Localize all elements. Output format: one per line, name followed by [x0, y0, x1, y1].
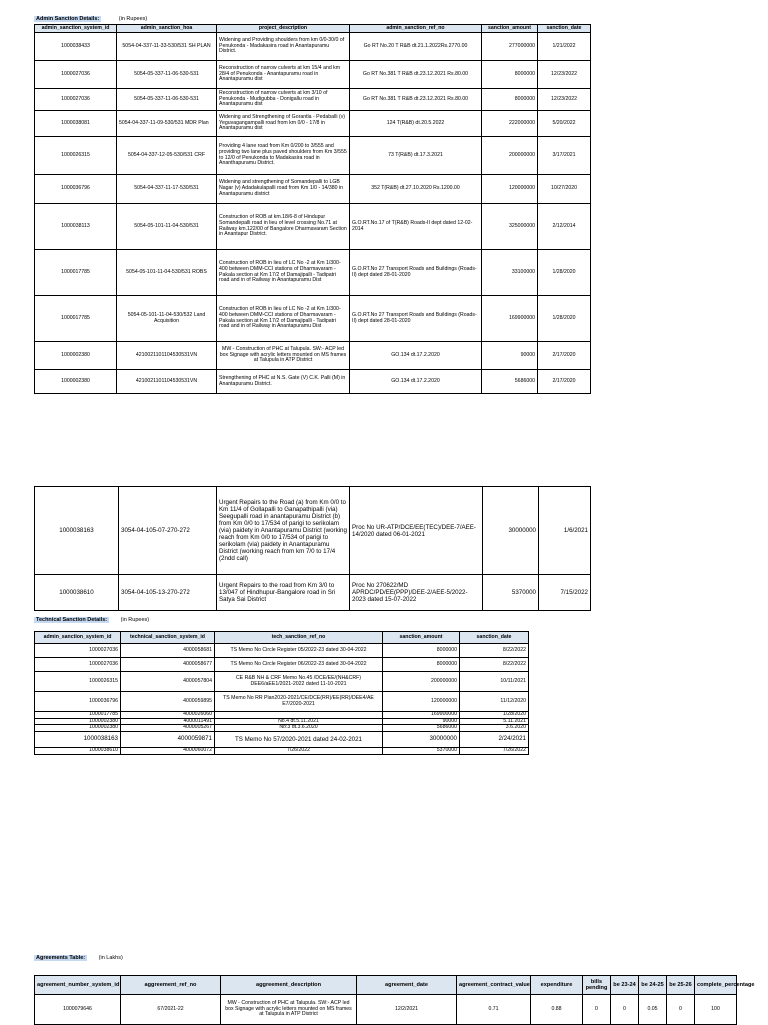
cell-date: 3.6.2020: [460, 725, 529, 732]
cell-id: 1000038610: [35, 575, 119, 611]
admin-header-cell: admin_sanction_ref_no: [350, 25, 482, 33]
cell-hoa: 5054-05-337-11-06-530-531: [117, 89, 217, 111]
cell-date: 5.11.2021: [460, 718, 529, 725]
cell-date: 2/12/2014: [538, 204, 591, 250]
cell-ref: GO.134 dt.17.2.2020: [350, 342, 482, 370]
table-row: [35, 204, 591, 250]
agreements-table: [34, 975, 755, 1025]
cell-id: 1000038163: [35, 487, 119, 575]
cell-desc: Widening and Providing shoulders from km 0/0-30/0 of Penukonda - Madakasira road in Anantapuramu District.: [217, 33, 350, 61]
cell-desc: Reconstruction of narrow culverts at km 3/10 of Penukonda - Mudigubba - Donigallu road in Anantapuramu dist: [217, 89, 350, 111]
cell-expenditure: 0.88: [531, 995, 583, 1025]
cell-ref: G.O.RT.No 27 Transport Roads and Buildings (Roads-II) dept dated 28-01-2020: [350, 296, 482, 342]
cell-date: 11/12/2020: [460, 692, 529, 712]
admin-header-cell: admin_sanction_system_id: [35, 25, 117, 33]
cell-id: 1000027036: [35, 89, 117, 111]
table-row: [35, 250, 591, 296]
admin-header-cell: admin_sanction_hoa: [117, 25, 217, 33]
agreements-header-cell: complete_percentage: [695, 976, 737, 995]
cell-bills: 0: [583, 995, 611, 1025]
admin-sanction-table: [34, 24, 591, 394]
cell-hoa: 5054-04-337-11-09-530/531 MDR Plan: [117, 111, 217, 137]
cell-id: 1000036796: [35, 175, 117, 204]
cell-amount: 33100000: [482, 250, 538, 296]
cell-ref: 352 T(R&B) dt.27.10.2020 Rs.1200.00: [350, 175, 482, 204]
cell-ref: No.4 dt.5.11.2021: [215, 718, 383, 725]
agreements-header-cell: aggreement_ref_no: [121, 976, 221, 995]
cell-be-24-25: 0.05: [639, 995, 667, 1025]
cell-ref: GO.134 dt.17.2.2020: [350, 370, 482, 394]
cell-id: 1000017785: [35, 250, 117, 296]
cell-desc: Construction of ROB in lieu of LC No -2 at Km 1/300-400 between DMM-CCI stations of Dharmavaram - Pakala section at Km 17/2 of Damajipalli - Tadipatri road and in of Railway in Anantapuramu Dist: [217, 250, 350, 296]
cell-date: 1/28/2020: [460, 712, 529, 719]
cell-admin-id: 1000002380: [35, 718, 121, 725]
agreements-header-cell: aggreement_description: [221, 976, 357, 995]
cell-date: 2/24/2021: [460, 731, 529, 747]
cell-id: 1000026315: [35, 137, 117, 175]
cell-ref: G.O.RT.No.17 of T(R&B) Roads-II dept dated 12-02-2014: [350, 204, 482, 250]
cell-admin-id: 1000017785: [35, 712, 121, 719]
cell-id: 1000002380: [35, 342, 117, 370]
agreements-header-cell: be 25-26: [667, 976, 695, 995]
cell-amount: 277000000: [482, 33, 538, 61]
agreements-header-cell: agreement_number_system_id: [35, 976, 121, 995]
cell-tech-id: 4000057804: [121, 672, 215, 692]
table-row: [35, 672, 529, 692]
table-row: [35, 296, 591, 342]
cell-amount: 8000000: [482, 89, 538, 111]
cell-desc: Urgent Repairs to the road from Km 3/0 to 13/047 of Hindhupur-Bangalore road in Sri Satya Sai District: [217, 575, 350, 611]
table-row: [35, 370, 591, 394]
tech-header-row: [35, 632, 529, 644]
cell-ref: TS Memo No Circle Register 06/2022-23 dated 30-04-2022: [215, 658, 383, 672]
cell-date: 2/17/2020: [538, 370, 591, 394]
cell-date: 8/22/2022: [460, 658, 529, 672]
admin-header-cell: sanction_date: [538, 25, 591, 33]
cell-ref: TS Memo No RR Plan2020-2021/CE/DCE(RR)/EE(RR)/DEE4/AE E7/2020-2021: [215, 692, 383, 712]
cell-date: 10/11/2021: [460, 672, 529, 692]
cell-date: 1/6/2021: [539, 487, 591, 575]
cell-desc: MW - Construction of PHC at Talupula. SW:- ACP led box Signage with acrylic letters mounted on MS frames at Talupula in ATP District: [221, 995, 357, 1025]
cell-amount: 5370000: [383, 747, 460, 754]
agreements-unit: (in Lakhs): [98, 955, 123, 961]
cell-amount: 8000000: [383, 658, 460, 672]
cell-date: 2/17/2020: [538, 342, 591, 370]
cell-id: 1000017785: [35, 296, 117, 342]
cell-admin-id: 1000027036: [35, 644, 121, 658]
admin-caption: [34, 16, 147, 22]
cell-ref: No:3 dt.3.6.2020: [215, 725, 383, 732]
cell-be-25-26: 0: [667, 995, 695, 1025]
agreements-header-cell: be 23-24: [611, 976, 639, 995]
cell-id: 1000079646: [35, 995, 121, 1025]
cell-desc: Providing 4 lane road from Km 0/200 to 3/555 and providing two lane plus paved shoulders from Km 3/555 to 12/0 of Penukonda to Madakasira road in Ananthapuramu District.: [217, 137, 350, 175]
technical-sanction-table: [34, 631, 529, 755]
cell-date: 12/23/2022: [538, 89, 591, 111]
table-row: [35, 61, 591, 89]
cell-amount: 222000000: [482, 111, 538, 137]
cell-percentage: 100: [695, 995, 737, 1025]
cell-amount: 30000000: [483, 487, 539, 575]
cell-tech-id: 4000058677: [121, 658, 215, 672]
cell-tech-id: 4000058681: [121, 644, 215, 658]
tech-header-cell: sanction_amount: [383, 632, 460, 644]
table-row: [35, 725, 529, 732]
cell-amount: 5686000: [482, 370, 538, 394]
cell-amount: 200000000: [482, 137, 538, 175]
table-row: [35, 111, 591, 137]
cell-hoa: 3054-04-105-07-270-272: [119, 487, 217, 575]
table-row: [35, 342, 591, 370]
cell-ref: TS Memo No 57/2020-2021 dated 24-02-2021: [215, 731, 383, 747]
cell-amount: 8000000: [482, 61, 538, 89]
tech-header-cell: sanction_date: [460, 632, 529, 644]
cell-date: 12/23/2022: [538, 61, 591, 89]
table-row: [35, 487, 591, 575]
table-row: [35, 175, 591, 204]
cell-hoa: 5054-04-337-12-05-530/531 CRF: [117, 137, 217, 175]
cell-amount: 30000000: [383, 731, 460, 747]
cell-ref: Proc No 270622/MD APRDC/PD/EE(PPP)/DEE-2/AEE-5/2022-2023 dated 15-07-2022: [350, 575, 483, 611]
cell-ref: G.O.RT.No 27 Transport Roads and Buildings (Roads-II) dept dated 28-01-2020: [350, 250, 482, 296]
cell-amount: 90000: [383, 718, 460, 725]
cell-admin-id: 1000026315: [35, 672, 121, 692]
cell-hoa: 5054-05-101-11-04-530/531 ROBS: [117, 250, 217, 296]
cell-ref: 73 T(R&B) dt.17.3.2021: [350, 137, 482, 175]
cell-date: 10/27/2020: [538, 175, 591, 204]
cell-amount: 120000000: [482, 175, 538, 204]
cell-admin-id: 1000038610: [35, 747, 121, 754]
cell-date: 1/21/2022: [538, 33, 591, 61]
table-row: [35, 731, 529, 747]
tech-unit: (in Rupees): [120, 617, 150, 623]
tech-title: Technical Sanction Details:: [36, 617, 108, 623]
agreements-header-cell: agreement_contract_value: [457, 976, 531, 995]
cell-amount: 5370000: [483, 575, 539, 611]
cell-date: 1/28/2020: [538, 250, 591, 296]
cell-tech-id: 4000026060: [121, 712, 215, 719]
cell-date: 5/20/2022: [538, 111, 591, 137]
tech-header-cell: admin_sanction_system_id: [35, 632, 121, 644]
table-row: [35, 692, 529, 712]
cell-date: 12/2/2021: [357, 995, 457, 1025]
cell-amount: 90000: [482, 342, 538, 370]
cell-hoa: 5054-04-337-11-33-530/531 SH PLAN: [117, 33, 217, 61]
cell-tech-id: 4000059871: [121, 731, 215, 747]
cell-admin-id: 1000002380: [35, 725, 121, 732]
cell-ref: Go RT No.381 T R&B dt.23.12.2021 Rs.80.00: [350, 61, 482, 89]
cell-amount: 8000000: [383, 644, 460, 658]
cell-desc: Reconstruction of narrow culverts at km 15/4 and km 28/4 of Penukonda - Anantapuramu road in Anantapuramu dist: [217, 61, 350, 89]
cell-ref: 7/26/2022: [215, 747, 383, 754]
cell-admin-id: 1000038163: [35, 731, 121, 747]
cell-date: 3/17/2021: [538, 137, 591, 175]
cell-tech-id: 4000059895: [121, 692, 215, 712]
agreements-caption: [34, 955, 123, 961]
cell-ref: TS Memo No Circle Register 05/2022-23 dated 30-04-2022: [215, 644, 383, 658]
agreements-header-cell: be 24-25: [639, 976, 667, 995]
cell-ref: 124 T(R&B) dt.20.5.2022: [350, 111, 482, 137]
tech-header-cell: technical_sanction_system_id: [121, 632, 215, 644]
cell-id: 1000038081: [35, 111, 117, 137]
cell-tech-id: 4000005267: [121, 725, 215, 732]
cell-admin-id: 1000027036: [35, 658, 121, 672]
cell-amount: 200000000: [383, 672, 460, 692]
cell-ref: Go RT No.20 T R&B dt.21.1.2022Rs.2770.00: [350, 33, 482, 61]
tech-header-cell: tech_sanction_ref_no: [215, 632, 383, 644]
cell-ref: 67/2021-22: [121, 995, 221, 1025]
cell-amount: 120000000: [383, 692, 460, 712]
table-row: [35, 644, 529, 658]
cell-desc: Construction of ROB at km.18/6-8 of Hindupur Somandepalli road in lieu of level crossing No.71 at Railway km.122/00 of Bangalore Dharmavaram Section in Anantapur District.: [217, 204, 350, 250]
agreements-header-cell: bills pending: [583, 976, 611, 995]
cell-hoa: 3054-04-105-13-270-272: [119, 575, 217, 611]
table-row: [35, 658, 529, 672]
cell-desc: Construction of ROB in lieu of LC No -2 at Km 1/300-400 between DMM-CCI stations of Dharmavaram - Pakala section at Km 17/2 of Damajipalli - Tadipatri road and in of Railway in Anantapuramu Dist: [217, 296, 350, 342]
agreements-header-cell: agreement_date: [357, 976, 457, 995]
cell-desc: Widening and strengthening of Somandepalli to LGB Nagar (v) Adadakulapalli road from Km 1/0 - 14/380 in Anantapuramu district: [217, 175, 350, 204]
cell-hoa: 5054-05-101-11-04-530/532 Land Acquisition: [117, 296, 217, 342]
cell-amount: 169900000: [383, 712, 460, 719]
cell-hoa: 5054-04-337-11-17-530/531: [117, 175, 217, 204]
cell-id: 1000027036: [35, 61, 117, 89]
cell-ref: Proc No UR-ATP/DCE/EE(TEC)/DEE-7/AEE-14/2020 dated 06-01-2021: [350, 487, 483, 575]
cell-ref: CE R&B NH & CRF Memo No.45 /DCE/EE/(NH&CRF) DEE6/aEE1/2021-2022 dated 11-10-2021: [215, 672, 383, 692]
cell-tech-id: 4000011491: [121, 718, 215, 725]
cell-amount: 169900000: [482, 296, 538, 342]
cell-desc: Strengthening of PHC at N.S. Gate (V) C.K. Palli (M) in Anantapuramu District.: [217, 370, 350, 394]
admin-header-row: [35, 25, 591, 33]
cell-value: 0.71: [457, 995, 531, 1025]
cell-desc: MW - Construction of PHC at Talupula. SW:- ACP led box Signage with acrylic letters mounted on MS frames at Talupula in ATP District: [217, 342, 350, 370]
table-row: [35, 995, 737, 1025]
table-row: [35, 89, 591, 111]
cell-admin-id: 1000036796: [35, 692, 121, 712]
cell-id: 1000038433: [35, 33, 117, 61]
table-row: [35, 33, 591, 61]
table-row: [35, 137, 591, 175]
table-row: [35, 747, 529, 754]
admin-unit: (in Rupees): [118, 16, 148, 22]
cell-tech-id: 4000060072: [121, 747, 215, 754]
agreements-header-cell: expenditure: [531, 976, 583, 995]
cell-desc: Widening and Strengthening of Gorantla - Pedaballi (v) Yeguvagangampalli road from km 0/0 - 17/8 in Anantapuramu dist: [217, 111, 350, 137]
cell-date: 8/22/2022: [460, 644, 529, 658]
cell-id: 1000038113: [35, 204, 117, 250]
cell-amount: 325000000: [482, 204, 538, 250]
cell-be-23-24: 0: [611, 995, 639, 1025]
cell-hoa: 4210021101104530531VN: [117, 370, 217, 394]
cell-date: 1/28/2020: [538, 296, 591, 342]
cell-ref: Go RT No.381 T R&B dt.23.12.2021 Rs.80.00: [350, 89, 482, 111]
cell-desc: Urgent Repairs to the Road (a) from Km 0/0 to Km 11/4 of Gollapalli to Ganapathipalli (via) Seegupalli road in anantapuramu District (b) from Km 0/0 to 17/534 of parigi to serikolam (via) paidety in Anantapuramu District (working reach from Km 0/0 to 17/534 of parigi to serikolam (via) paidety in Anantapuramu District (working reach from km 7/0 to 17/4 (2ndd call): [217, 487, 350, 575]
cell-amount: 5686000: [383, 725, 460, 732]
table-row: [35, 575, 591, 611]
admin-header-cell: sanction_amount: [482, 25, 538, 33]
agreements-title: Agreements Table:: [36, 955, 86, 961]
cell-date: 7/26/2022: [460, 747, 529, 754]
cell-hoa: 4210021101104530531VN: [117, 342, 217, 370]
cell-date: 7/15/2022: [539, 575, 591, 611]
cell-id: 1000002380: [35, 370, 117, 394]
tech-caption: [34, 617, 149, 623]
cell-hoa: 5054-05-337-11-06-530-531: [117, 61, 217, 89]
agreements-header-row: [35, 976, 737, 995]
admin-sanction-continued-table: [34, 486, 591, 611]
cell-hoa: 5054-05-101-11-04-530/531: [117, 204, 217, 250]
admin-title: Admin Sanction Details:: [36, 16, 100, 22]
admin-header-cell: project_description: [217, 25, 350, 33]
